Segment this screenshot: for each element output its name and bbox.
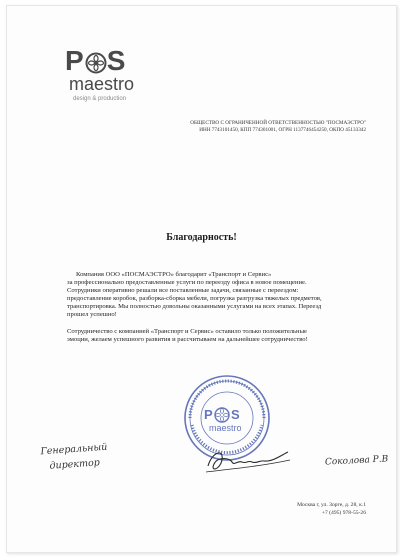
flower-icon (85, 52, 107, 74)
company-logo (65, 46, 147, 106)
signatory-name: Соколова Р.В (324, 454, 389, 468)
letter-title: Благодарность! (166, 232, 237, 243)
paragraph-1 (67, 271, 372, 319)
signatory-role (40, 440, 109, 475)
paragraph-1-line: Сотрудники оперативно решали все поставленные задачи, связанные с переездом: (67, 287, 299, 294)
paragraph-2 (67, 328, 372, 344)
signatory-role-line: директор (49, 457, 101, 472)
company-name: ОБЩЕСТВО С ОГРАНИЧЕННОЙ ОТВЕТСТВЕННОСТЬЮ "ПОСМАЭСТРО" (190, 120, 366, 126)
address-phone: +7 (495) 978-55-26 (321, 510, 366, 516)
paragraph-1-line: Компания ООО «ПОСМАЭСТРО» благодарит «Транспорт и Сервис» (76, 271, 272, 278)
logo-tagline: design & production (73, 96, 127, 102)
logo-subtitle: maestro (69, 74, 135, 94)
paragraph-2-line: Сотрудничество с компанией «Транспорт и Сервис» оставило только положительные (67, 328, 307, 335)
logo-letter-s: S (106, 45, 127, 76)
paragraph-2-line: эмоции, желаем успешного развития и рассчитываем на дальнейшее сотрудничество! (67, 336, 308, 343)
address-street: Москва г, ул. Зорге, д. 28, к.1 (297, 502, 366, 508)
company-details (190, 120, 366, 134)
signatory-role-line: Генеральный (40, 441, 108, 458)
paragraph-1-line: прошел успешно! (67, 311, 117, 318)
logo-mark (65, 46, 126, 76)
company-address (297, 501, 366, 517)
svg-text:S: S (231, 407, 240, 422)
svg-text:maestro: maestro (209, 423, 242, 433)
paragraph-1-line: предоставление коробок, разборка-сборка мебели, погрузка разгрузка тяжелых предметов, (67, 295, 322, 302)
paragraph-1-line: за профессионально предоставленные услуги по переезду офиса в новое помещение. (67, 279, 307, 286)
svg-text:P: P (204, 407, 213, 422)
handwritten-signature (202, 442, 292, 478)
logo-letter-p: P (65, 45, 85, 76)
paragraph-1-line: транспортировка. Мы полностью довольны оказанными услугами на всех этапах. Переезд (67, 303, 322, 310)
company-registry: ИНН 7743101450, КПП 774301001, ОГРН 1137746454250, ОКПО 45133342 (199, 127, 366, 133)
letter-body (67, 271, 372, 353)
letter-page (6, 5, 397, 553)
